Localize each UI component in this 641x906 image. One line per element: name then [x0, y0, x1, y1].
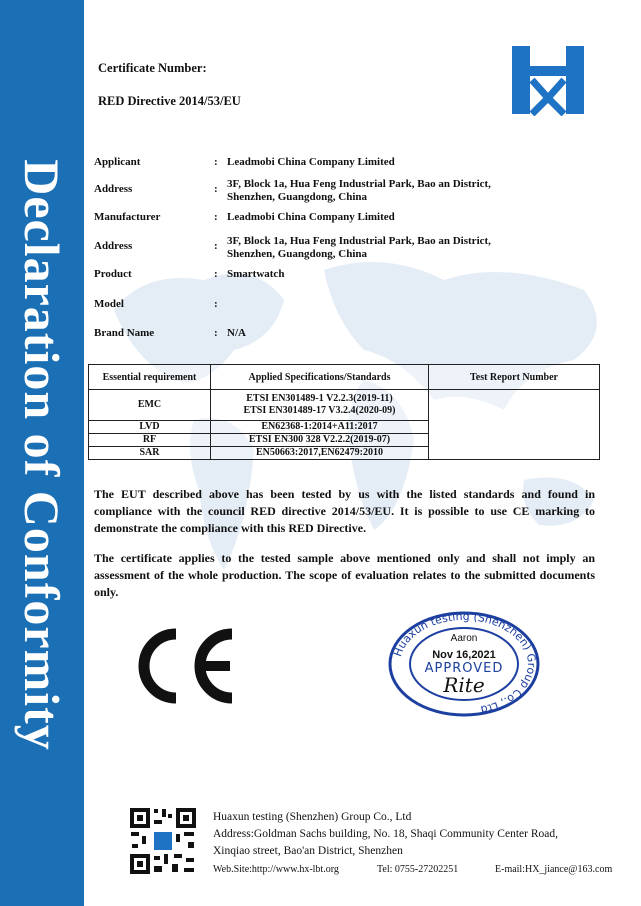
footer-email: E-mail:HX_jiance@163.com	[495, 864, 613, 875]
address-label: Address	[94, 240, 133, 252]
compliance-paragraph: The EUT described above has been tested by us with the listed standards and found in compliance with the council RED directive 2014/53/EU. It is possible to use CE marking to demonstrate the compliance with this RED Directive.	[94, 487, 595, 535]
directive-title: RED Directive 2014/53/EU	[98, 94, 241, 108]
stamp-ring-text: Huaxun testing (Shenzhen) Group Co., Ltd	[391, 610, 539, 717]
table-row	[89, 390, 600, 421]
spec-emc-line1: ETSI EN301489-1 V2.2.3(2019-11)	[246, 393, 393, 404]
spec-emc-line2: ETSI EN301489-17 V3.2.4(2020-09)	[243, 405, 396, 416]
stamp-approved: APPROVED	[424, 661, 504, 676]
manufacturer-address-line1: 3F, Block 1a, Hua Feng Industrial Park, Bao an District,	[227, 235, 491, 247]
header-essential-requirement: Essential requirement	[89, 365, 211, 390]
stamp-signature: Rite	[443, 673, 485, 697]
req-rf: RF	[89, 434, 211, 447]
spec-sar: EN50663:2017,EN62479:2010	[211, 447, 429, 460]
spec-emc	[211, 390, 429, 421]
brand-name-label: Brand Name	[94, 327, 155, 339]
spec-lvd: EN62368-1:2014+A11:2017	[211, 421, 429, 434]
applicant-label: Applicant	[94, 156, 141, 168]
hx-logo-icon	[510, 44, 586, 116]
req-lvd: LVD	[89, 421, 211, 434]
manufacturer-address-line2: Shenzhen, Guangdong, China	[227, 248, 367, 260]
spec-rf: ETSI EN300 328 V2.2.2(2019-07)	[211, 434, 429, 447]
footer-address-line2: Xinqiao street, Bao'an District, Shenzhen	[213, 845, 403, 857]
test-report-number-cell	[429, 390, 600, 460]
stamp-date: Nov 16,2021	[432, 649, 496, 661]
manufacturer-label: Manufacturer	[94, 211, 161, 223]
table-header-row	[89, 365, 600, 390]
requirements-table	[88, 364, 600, 460]
certificate-number-label: Certificate Number:	[98, 61, 207, 75]
model-label: Model	[94, 298, 124, 310]
header-applied-specs: Applied Specifications/Standards	[211, 365, 429, 390]
footer-tel: Tel: 0755-27202251	[377, 864, 459, 875]
manufacturer-value: Leadmobi China Company Limited	[227, 211, 395, 223]
footer-company: Huaxun testing (Shenzhen) Group Co., Ltd	[213, 811, 412, 823]
approval-stamp	[386, 610, 542, 718]
qr-code-icon	[128, 806, 198, 876]
scope-paragraph: The certificate applies to the tested sample above mentioned only and shall not imply an assessment of the whole production. The scope of evaluation relates to the submitted documents only.	[94, 551, 595, 599]
applicant-value: Leadmobi China Company Limited	[227, 156, 395, 168]
redacted-report-number	[459, 415, 569, 431]
ce-mark-icon	[128, 628, 236, 704]
brand-name-value: N/A	[227, 327, 246, 339]
address-label: Address	[94, 183, 133, 195]
stamp-name: Aaron	[450, 633, 478, 644]
req-emc: EMC	[89, 390, 211, 421]
product-value: Smartwatch	[227, 268, 285, 280]
footer-website: Web.Site:http://www.hx-lbt.org	[213, 864, 339, 875]
applicant-address-line1: 3F, Block 1a, Hua Feng Industrial Park, Bao an District,	[227, 178, 491, 190]
header-test-report-number: Test Report Number	[429, 365, 600, 390]
vertical-title: Declaration of Conformity	[14, 159, 70, 751]
req-sar: SAR	[89, 447, 211, 460]
sidebar-band	[0, 0, 84, 906]
applicant-address-line2: Shenzhen, Guangdong, China	[227, 191, 367, 203]
footer-address-line1: Address:Goldman Sachs building, No. 18, Shaqi Community Center Road,	[213, 828, 558, 840]
product-label: Product	[94, 268, 132, 280]
